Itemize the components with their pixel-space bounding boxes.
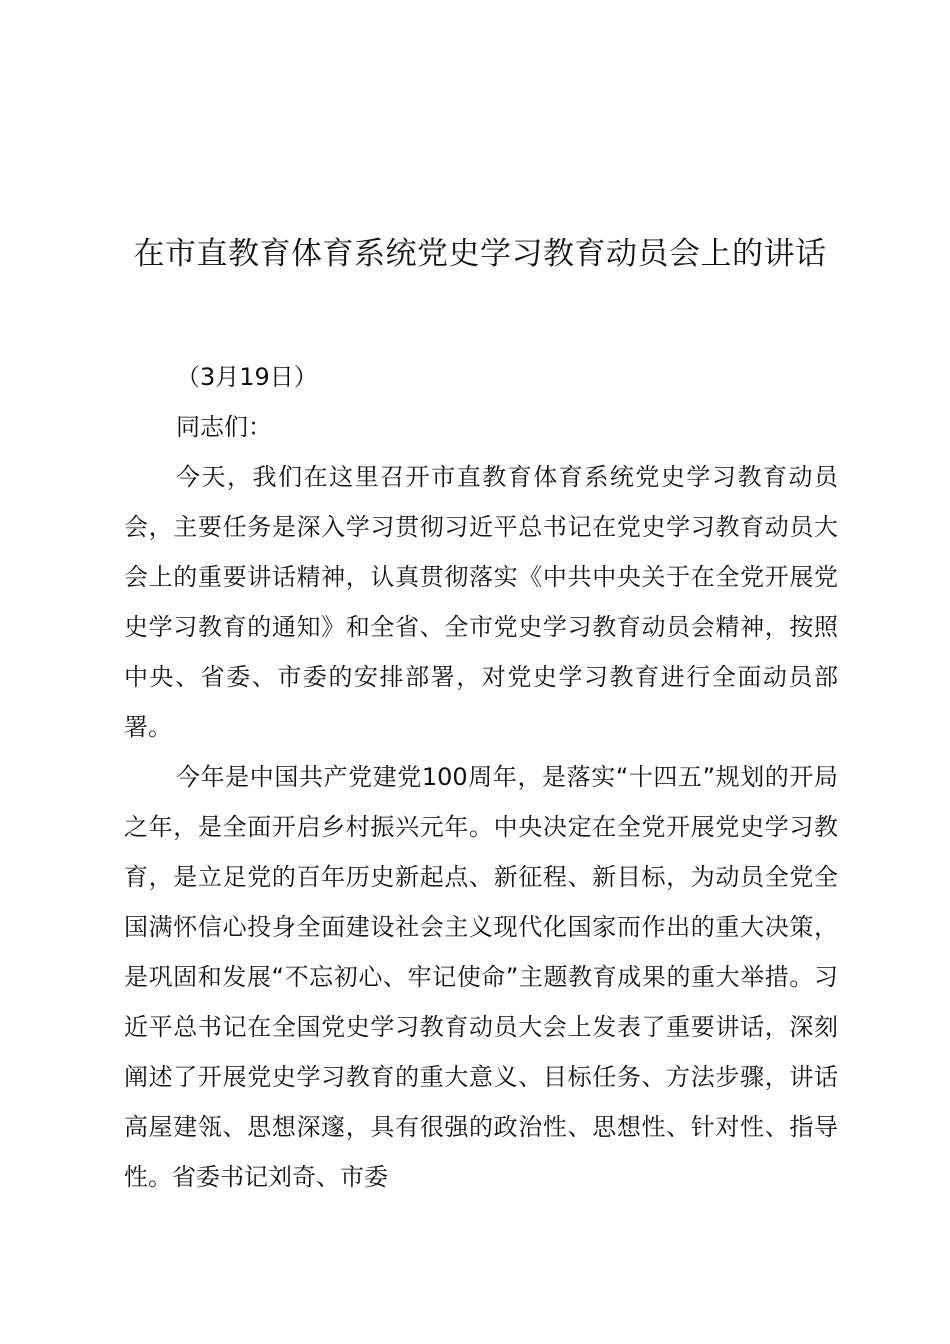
date-line: （3月19日） (176, 363, 318, 391)
document-title: 在市直教育体育系统党史学习教育动员会上的讲话 (133, 236, 827, 272)
salutation: 同志们： (176, 413, 272, 441)
paragraph-1: 今天，我们在这里召开市直教育体育系统党史学习教育动员会，主要任务是深入学习贯彻习近平总书记在党史学习教育动员大会上的重要讲话精神，认真贯彻落实《中共中央关于在全党开展党史学习教育的通知》和全省、全市党史学习教育动员会精神，按照中央、省委、市委的安排部署，对党史学习教育进行全面动员部署。 (124, 463, 838, 741)
document-body (124, 352, 838, 1202)
paragraph-2: 今年是中国共产党建党100周年，是落实“十四五”规划的开局之年，是全面开启乡村振兴元年。中央决定在全党开展党史学习教育，是立足党的百年历史新起点、新征程、新目标，为动员全党全国满怀信心投身全面建设社会主义现代化国家而作出的重大决策，是巩固和发展“不忘初心、牢记使命”主题教育成果的重大举措。习近平总书记在全国党史学习教育动员大会上发表了重要讲话，深刻阐述了开展党史学习教育的重大意义、目标任务、方法步骤，讲话高屋建瓴、思想深邃，具有很强的政治性、思想性、针对性、指导性。省委书记刘奇、市委 (124, 763, 838, 1191)
